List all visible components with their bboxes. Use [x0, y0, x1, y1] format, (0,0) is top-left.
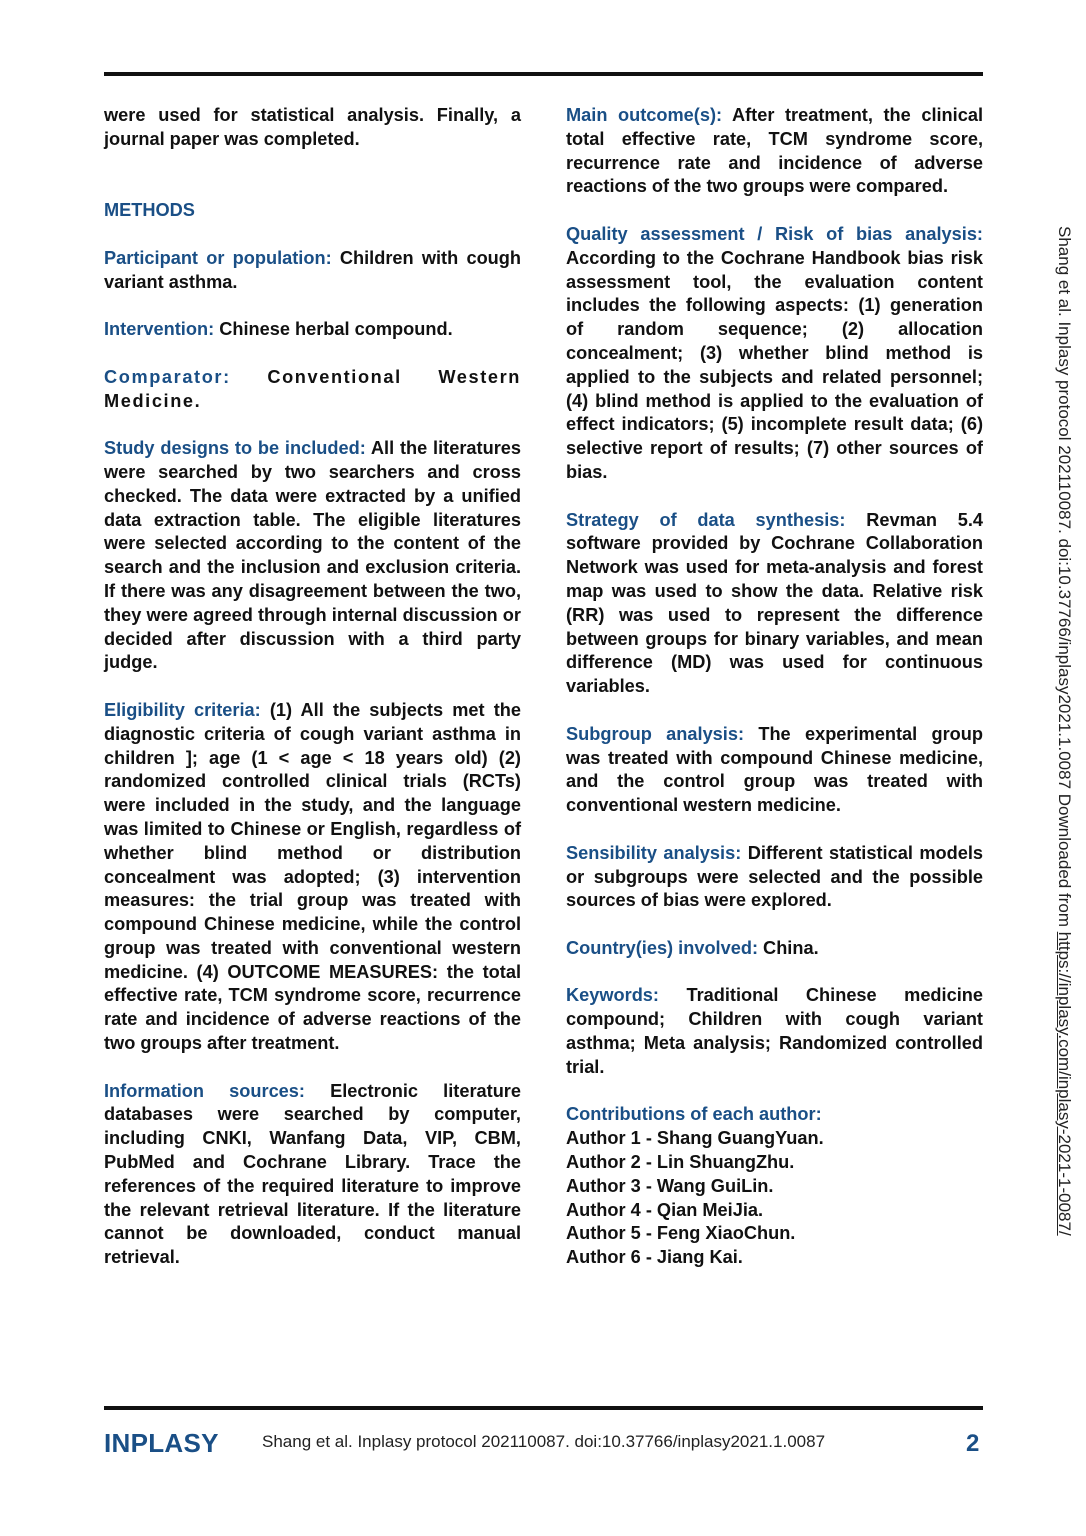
section-label: Sensibility analysis:	[566, 842, 742, 863]
side-download-note	[1050, 226, 1074, 1346]
section-label: Strategy of data synthesis:	[566, 509, 846, 530]
page-number: 2	[966, 1430, 980, 1457]
section-label: Participant or population:	[104, 247, 332, 268]
section-label: Study designs to be included:	[104, 438, 366, 459]
subgroup-analysis-section	[566, 723, 983, 818]
section-text: After treatment, the clinical total effective rate, TCM syndrome score, recurrence rate and incidence of adverse reactions of the two groups were compared.	[566, 105, 983, 197]
sensibility-analysis-section	[566, 842, 983, 913]
section-text: Different statistical models or subgroups were selected and the possible sources of bias were explored.	[566, 842, 984, 911]
section-label: Contributions of each author:	[566, 1104, 822, 1125]
study-designs-section	[104, 437, 521, 675]
section-text: Children with cough variant asthma.	[104, 247, 522, 292]
author-item: Author 5 - Feng XiaoChun.	[566, 1223, 796, 1244]
section-label: Comparator:	[104, 366, 231, 387]
comparator-section	[104, 366, 521, 414]
spacer	[104, 175, 521, 199]
intro-paragraph: were used for statistical analysis. Finally, a journal paper was completed.	[104, 105, 521, 149]
eligibility-section	[104, 699, 521, 1056]
data-synthesis-section	[566, 509, 983, 699]
information-sources-section	[104, 1080, 521, 1270]
left-column	[104, 104, 521, 1294]
section-text: Conventional Western Medicine.	[104, 366, 521, 411]
section-label: Subgroup analysis:	[566, 723, 745, 744]
side-note-text: Shang et al. Inplasy protocol 202110087. doi:10.37766/inplasy2021.1.0087 Downloaded from	[1055, 226, 1074, 932]
journal-logo: INPLASY	[104, 1428, 219, 1458]
header-rule	[104, 72, 983, 76]
intervention-section	[104, 318, 521, 342]
quality-assessment-section	[566, 223, 983, 485]
countries-section	[566, 937, 983, 961]
section-label: Eligibility criteria:	[104, 699, 261, 720]
section-label: Country(ies) involved:	[566, 937, 758, 958]
section-text: All the literatures were searched by two searchers and cross checked. The data were extracted by a unified data extraction table. The eligible literatures were selected according to the content of the search and the inclusion and exclusion criteria. If there was any disagreement between the two, they were agreed through internal discussion or decided after discussion with a third party judge.	[104, 438, 521, 673]
footer-citation: Shang et al. Inplasy protocol 202110087. doi:10.37766/inplasy2021.1.0087	[262, 1432, 826, 1451]
main-outcomes-section	[566, 104, 983, 199]
participant-section	[104, 247, 521, 295]
section-label: Intervention:	[104, 319, 215, 340]
section-heading-methods: METHODS	[104, 200, 195, 221]
right-column	[566, 104, 983, 1270]
section-label: Main outcome(s):	[566, 105, 723, 125]
section-label: Information sources:	[104, 1080, 305, 1101]
section-label: Quality assessment / Risk of bias analysis:	[566, 223, 983, 244]
section-text: Traditional Chinese medicine compound; Children with cough variant asthma; Meta analysis; Randomized controlled trial.	[566, 985, 983, 1077]
author-item: Author 1 - Shang GuangYuan.	[566, 1128, 824, 1149]
download-link[interactable]: https://inplasy.com/inplasy-2021-1-0087/	[1055, 931, 1074, 1236]
section-text: The experimental group was treated with compound Chinese medicine, and the control group was treated with conventional western medicine.	[566, 723, 983, 816]
section-text: (1) All the subjects met the diagnostic criteria of cough variant asthma in children ]; age (1 < age < 18 years old) (2) randomized controlled clinical trials (RCTs) were included in the study, and the language was limited to Chinese or English, regardless of whether blind method or distribution concealment was adopted; (3) intervention measures: the trial group was treated with compound Chinese medicine, while the control group was treated with conventional western medicine. (4) OUTCOME MEASURES: the total effective rate, TCM syndrome score, recurrence rate and incidence of adverse reactions of the two groups after treatment.	[104, 699, 521, 1054]
footer-rule	[104, 1406, 983, 1410]
author-item: Author 3 - Wang GuiLin.	[566, 1175, 774, 1196]
section-text: Chinese herbal compound.	[214, 319, 453, 340]
section-text: According to the Cochrane Handbook bias risk assessment tool, the evaluation content includes the following aspects: (1) generation of random sequence; (2) allocation concealment; (3) whether blind method is applied to the subjects and related personnel; (4) blind method is applied to the evaluation of effect indicators; (5) incomplete result data; (6) selective report of results; (7) other sources of bias.	[566, 247, 983, 482]
author-item: Author 2 - Lin ShuangZhu.	[566, 1152, 795, 1173]
author-item: Author 6 - Jiang Kai.	[566, 1247, 743, 1268]
section-label: Keywords:	[566, 985, 659, 1006]
keywords-section	[566, 984, 983, 1079]
author-item: Author 4 - Qian MeiJia.	[566, 1199, 764, 1220]
contributions-section	[566, 1103, 983, 1270]
section-text: Revman 5.4 software provided by Cochrane Collaboration Network was used for meta-analysis and forest map was used to show the data. Relative risk (RR) was used to represent the difference between groups for binary variables, and mean difference (MD) was used for continuous variables.	[566, 509, 983, 697]
section-text: Electronic literature databases were searched by computer, including CNKI, Wanfang Data, VIP, CBM, PubMed and Cochrane Library. Trace the references of the required literature to improve the relevant retrieval literature. If the literature cannot be downloaded, conduct manual retrieval.	[104, 1080, 521, 1268]
section-text: China.	[758, 937, 819, 958]
